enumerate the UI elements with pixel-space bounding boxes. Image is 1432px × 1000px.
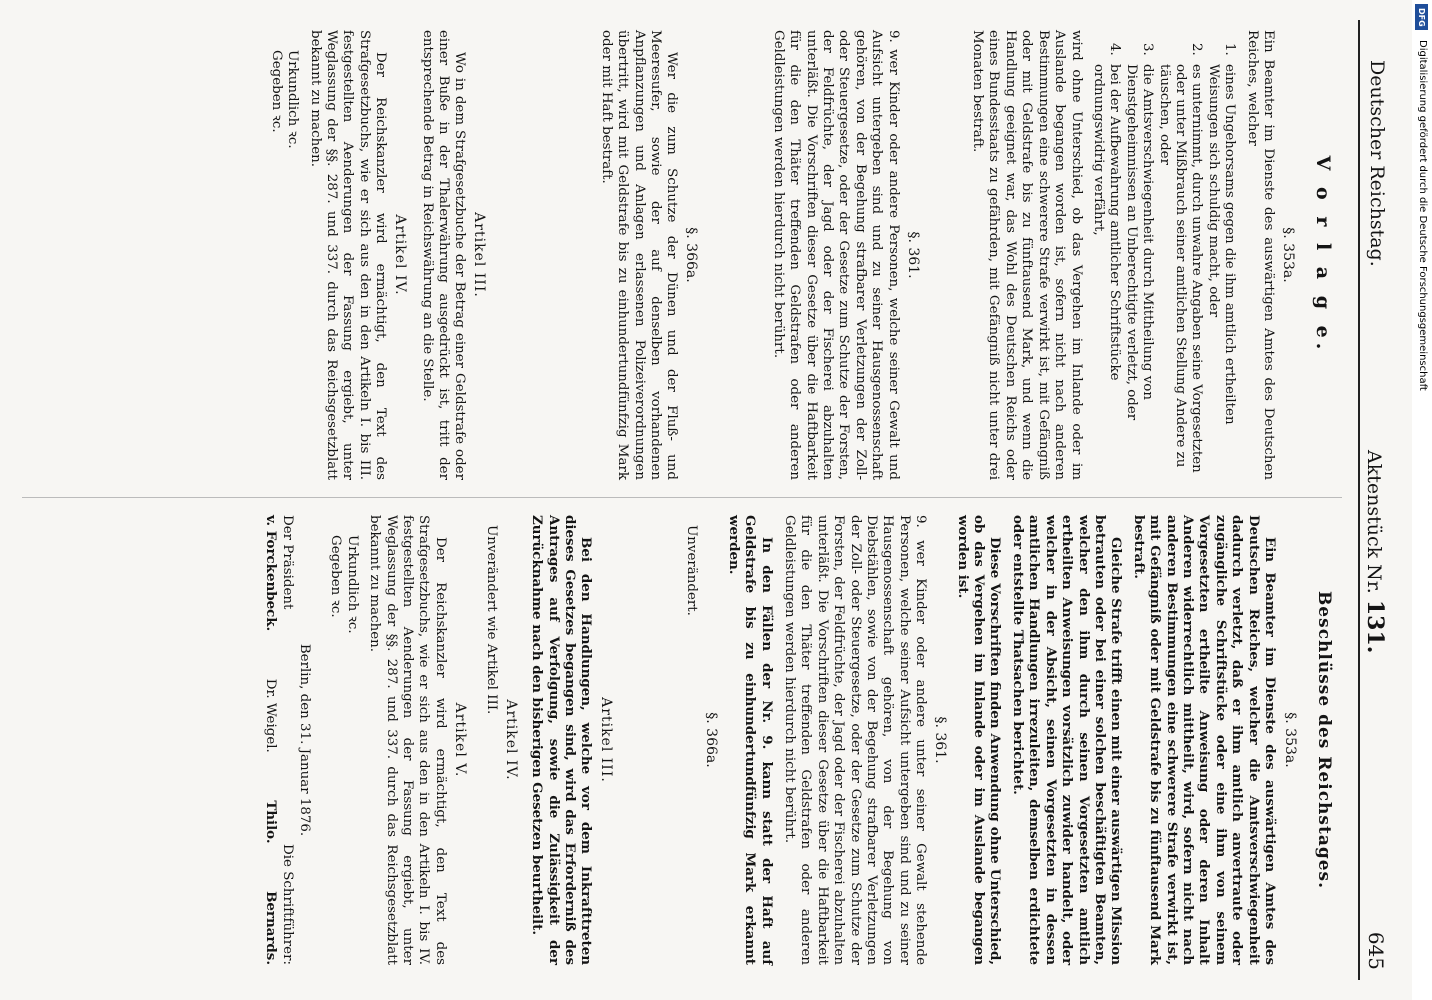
article-heading: Artikel III. bbox=[471, 212, 488, 298]
section-heading: §. 366a. bbox=[683, 227, 700, 283]
paragraph: Wer die zum Schutze der Dünen und der Fluß- und Meeresufer, sowie der auf denselben vorhandenen Anpflanzungen und Anlagen erlassenen Polizeiverordnungen übertritt, wird mit Geldstrafe bis zu einhundertundfünfzig Mark oder mit Haft bestraft. bbox=[598, 30, 680, 480]
dfg-logo: DFG bbox=[1415, 4, 1428, 30]
header-publication: Deutscher Reichstag. bbox=[1366, 60, 1388, 267]
unchanged-note: Unverändert wie Artikel III. bbox=[483, 525, 499, 715]
page-number: 645 bbox=[1364, 931, 1388, 970]
paragraph: Gleiche Strafe trifft einen mit einer auswärtigen Mission betrauten oder bei einer solchen beschäftigten Beamten, welcher den ihm durch seinen Vorgesetzten amtlich ertheilten Anweisungen vorsätzlich zuwider handelt, oder welcher in der Absicht, seinen Vorgesetzten in dessen amtlichen Handlungen irrezuleiten, demselben erdichtete oder entstellte Thatsachen berichtet. bbox=[1009, 515, 1125, 965]
column-divider bbox=[22, 497, 1342, 498]
closing-line: Urkundlich ꝛc. bbox=[344, 535, 360, 634]
article-heading: Artikel V. bbox=[451, 702, 468, 778]
unchanged-note: Unverändert. bbox=[684, 525, 700, 616]
paragraph: Der Reichskanzler wird ermächtigt, den Text des Strafgesetzbuchs, wie er sich aus den in den Artikeln I. bis III. festgestellten Aenderungen der Fassung ergiebt, unter Weglassung der §§. 287. und 337. durch das Reichsgesetzblatt bekannt zu machen. bbox=[307, 30, 389, 480]
left-column-title: V o r l a g e. bbox=[1312, 155, 1334, 355]
list-item: 4. bei der Aufbewahrung amtlicher Schriftstücke ordnungswidrig verfährt, bbox=[1090, 60, 1123, 480]
page-header bbox=[1358, 20, 1390, 980]
section-heading: §. 361. bbox=[904, 231, 921, 279]
secretary-name: Thilo. bbox=[262, 800, 279, 844]
section-heading: §. 353a. bbox=[1280, 227, 1296, 283]
paragraph: 9. wer Kinder oder andere unter seiner Gewalt stehende Personen, welche seiner Aufsicht untergeben sind und zu seiner Hausgenossenschaft gehören, von der Begehung von Diebstählen, sowie von der Begehung strafbarer Verletzungen der Zoll- oder Steuergesetze, oder der Gesetze zum Schutze der Forsten, der Feldfrüchte, der Jagd oder der Fischerei abzuhalten unterläßt. Die Vorschriften dieser Gesetze über die Haftbarkeit für die den Thäter treffenden Geldstrafen oder anderen Geldleistungen werden hierdurch nicht berührt. bbox=[782, 515, 929, 965]
section-heading: §. 353a. bbox=[1282, 712, 1298, 768]
secretary-title: Die Schriftführer: bbox=[279, 844, 295, 965]
paragraph: Ein Beamter im Dienste des auswärtigen Amtes des Deutschen Reiches, welcher bbox=[1244, 30, 1276, 480]
article-heading: Artikel IV. bbox=[392, 214, 409, 296]
left-column bbox=[267, 30, 1342, 480]
paragraph: Ein Beamter im Dienste des auswärtigen Amtes des Deutschen Reiches, welcher die Amtsverschwiegenheit dadurch verletzt, daß er ihm amtlich anvertraute oder zugängliche Schriftstücke oder eine ihm von seinem Vorgesetzten ertheilte Anweisung oder deren Inhalt Anderen widerrechtlich mittheilt, wird, sofern nicht nach anderen Bestimmungen eine schwerere Strafe verwirkt ist, mit Gefängniß oder mit Geldstrafe bis zu fünftausend Mark bestraft. bbox=[1130, 515, 1278, 965]
list-item: 2. es unternimmt, durch unwahre Angaben seine Vorgesetzten oder unter Mißbrauch seiner amtlichen Stellung Andere zu täuschen, oder bbox=[1155, 60, 1204, 480]
place-date: Berlin, den 31. Januar 1876. bbox=[296, 643, 312, 837]
paragraph: In den Fällen der Nr. 9. kann statt der Haft auf Geldstrafe bis zu einhundertundfünfzig Mark erkannt werden. bbox=[725, 515, 775, 965]
paragraph: Diese Vorschriften finden Anwendung ohne Unterschied, ob das Vergehen im Inlande oder im Auslande begangen worden ist. bbox=[954, 515, 1004, 965]
president-title: Der Präsident bbox=[279, 515, 295, 610]
signature-titles bbox=[279, 515, 296, 965]
closing-formula bbox=[267, 50, 300, 480]
secretary-name: Dr. Weigel. bbox=[262, 678, 278, 753]
closing-line: Urkundlich ꝛc. bbox=[285, 50, 301, 149]
list-item: 1. eines Ungehorsams gegen die ihm amtlich ertheilten Weisungen sich schuldig macht, oder bbox=[1204, 60, 1237, 480]
header-document bbox=[1362, 450, 1388, 653]
article-heading: Artikel IV. bbox=[502, 699, 519, 781]
paragraph: Der Reichskanzler wird ermächtigt, den Text des Strafgesetzbuchs, wie er sich aus den in den Artikeln I. bis IV. festgestellten Aenderungen der Fassung ergiebt, unter Weglassung der §§. 287. und 337. durch das Reichsgesetzblatt bekannt zu machen. bbox=[367, 515, 448, 965]
closing-line: Gegeben ꝛc. bbox=[328, 535, 344, 618]
right-column-title: Beschlüsse des Reichstages. bbox=[1314, 590, 1334, 890]
paragraph: wird ohne Unterschied, ob das Vergehen im Inlande oder im Auslande begangen worden ist, sofern nicht nach anderen Bestimmungen eine schwerere Strafe verwirkt ist, mit Gefängniß oder mit Geldstrafe bis zu fünftausend Mark, und wenn die Handlung geeignet war, das Wohl des Deutschen Reichs oder eines Bundesstaats zu gefährden, mit Gefängniß nicht unter drei Monaten bestraft. bbox=[970, 30, 1084, 480]
signature-block bbox=[262, 515, 313, 965]
paragraph: Wo in dem Strafgesetzbuche der Betrag einer Geldstrafe oder einer Buße in der Thalerwährung ausgedrückt ist, tritt der entsprechende Betrag in Reichswährung an die Stelle. bbox=[419, 30, 468, 480]
closing-formula bbox=[327, 535, 360, 965]
header-document-number: 131. bbox=[1362, 599, 1388, 654]
numbered-list bbox=[1090, 30, 1238, 480]
section-heading: §. 366a. bbox=[703, 712, 720, 768]
header-document-prefix: Aktenstück Nr. bbox=[1363, 450, 1385, 594]
digitization-credit: Digitalisierung gefördert durch die Deutsche Forschungsgemeinschaft bbox=[1417, 40, 1428, 391]
section-heading: §. 361. bbox=[932, 716, 949, 764]
secretary-name: Bernards. bbox=[262, 891, 279, 965]
article-heading: Artikel III. bbox=[598, 697, 615, 783]
signature-names bbox=[262, 515, 279, 965]
list-item: 3. die Amtsverschwiegenheit durch Mittheilung von Dienstgeheimnissen an Unberechtigte verletzt, oder bbox=[1122, 60, 1155, 480]
paragraph: Bei den Handlungen, welche vor dem Inkrafttreten dieses Gesetzes begangen sind, wird das Erforderniß des Antrages auf Verfolgung, sowie die Zulässigkeit der Zurücknahme nach den bisherigen Gesetzen beurtheilt. bbox=[529, 515, 595, 965]
right-column bbox=[262, 515, 1342, 965]
closing-line: Gegeben ꝛc. bbox=[268, 50, 284, 133]
paragraph: 9. wer Kinder oder andere Personen, welche seiner Gewalt und Aufsicht untergeben sind und zu seiner Hausgenossenschaft gehören, von der Begehung strafbarer Verletzungen der Zoll- oder Steuergesetze, oder der Gesetze zum Schutze der Forsten, der Feldfrüchte, der Jagd oder der Fischerei abzuhalten unterläßt. Die Vorschriften dieser Gesetze über die Haftbarkeit für die den Thäter treffenden Geldstrafen oder anderen Geldleistungen werden hierdurch nicht berührt. bbox=[770, 30, 901, 480]
president-name: v. Forckenbeck. bbox=[262, 515, 279, 632]
